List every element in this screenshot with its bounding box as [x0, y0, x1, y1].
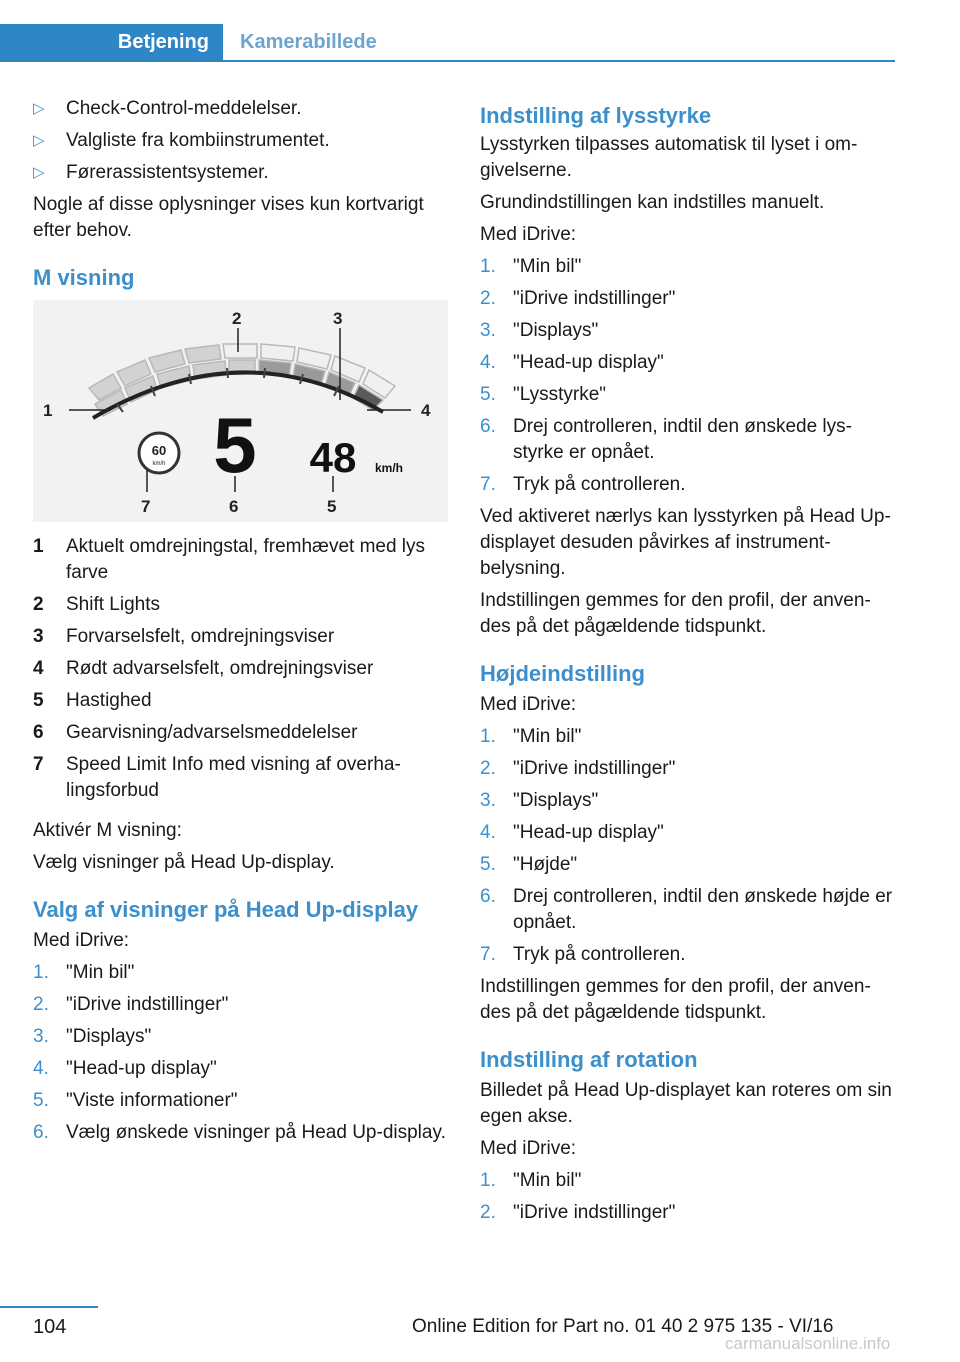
footer-divider — [0, 1306, 98, 1308]
legend-item: 1 Aktuelt omdrejningstal, fremhævet med lys farve — [33, 536, 426, 583]
triangle-bullet-icon: ▷ — [33, 132, 45, 149]
m-view-figure — [33, 300, 448, 522]
paragraph: Med iDrive: — [480, 694, 577, 715]
list-item: 1. "Min bil" — [480, 726, 582, 747]
list-item: 4. "Head-up display" — [480, 822, 664, 843]
list-item: 2. "iDrive indstillinger" — [480, 288, 676, 309]
section-heading-hojde: Højdeindstilling — [480, 661, 645, 686]
right-column — [480, 96, 895, 1232]
list-item: 1. "Min bil" — [480, 256, 582, 277]
watermark: carmanualsonline.info — [725, 1334, 891, 1353]
triangle-bullet-icon: ▷ — [33, 100, 45, 117]
legend-item: 2 Shift Lights — [33, 594, 160, 615]
list-item: 6. Drej controlleren, indtil den ønskede højde er opnået. — [480, 886, 893, 933]
tab-betjening[interactable]: Betjening — [0, 24, 223, 60]
page-number: 104 — [33, 1316, 67, 1338]
valg-steps — [33, 960, 448, 1146]
hojde-steps — [480, 724, 895, 968]
callout-5: 5 — [327, 497, 337, 516]
list-item: 3. "Displays" — [33, 1026, 152, 1047]
list-item: 4. "Head-up display" — [33, 1058, 217, 1079]
paragraph: Med iDrive: — [33, 930, 130, 951]
legend-item: 5 Hastighed — [33, 690, 152, 711]
paragraph: Nogle af disse oplysninger vises kun kortvarigt efter behov. — [33, 194, 424, 241]
list-item: 6. Vælg ønskede visninger på Head Up-display. — [33, 1122, 446, 1143]
callout-3: 3 — [333, 309, 343, 328]
rotation-steps — [480, 1168, 895, 1226]
paragraph: Indstillingen gemmes for den profil, der anvendes på det pågældende tidspunkt. — [480, 590, 871, 637]
callout-4: 4 — [421, 401, 431, 420]
paragraph: Billedet på Head Up-displayet kan roteres om sin egen akse. — [480, 1080, 892, 1127]
legend-item: 3 Forvarselsfelt, omdrejningsviser — [33, 626, 335, 647]
list-item: 6. Drej controlleren, indtil den ønskede lysstyrke er opnået. — [480, 416, 852, 463]
section-heading-lysstyrke: Indstilling af lysstyrke — [480, 103, 712, 128]
list-item: 5. "Højde" — [480, 854, 578, 875]
paragraph: Med iDrive: — [480, 224, 577, 245]
list-item: 5. "Lysstyrke" — [480, 384, 607, 405]
paragraph: Vælg visninger på Head Up-display. — [33, 852, 335, 873]
m-view-illustration — [33, 300, 448, 522]
section-heading-valg: Valg af visninger på Head Up-display — [33, 897, 419, 922]
lysstyrke-steps — [480, 254, 895, 498]
list-item: 7. Tryk på controlleren. — [480, 474, 686, 495]
speed-value: 48 — [309, 434, 357, 481]
paragraph: Aktivér M visning: — [33, 820, 182, 841]
edition-text: Online Edition for Part no. 01 40 2 975 135 - VI/16 — [412, 1316, 834, 1337]
paragraph: Grundindstillingen kan indstilles manuelt. — [480, 192, 825, 213]
paragraph: Med iDrive: — [480, 1138, 577, 1159]
legend-item: 7 Speed Limit Info med visning af overhalingsforbud — [33, 754, 401, 801]
header-divider — [0, 60, 895, 62]
speed-limit-value: 60 — [151, 443, 167, 458]
gear-indicator: 5 — [213, 401, 257, 489]
speed-limit-unit: km/h — [152, 461, 166, 467]
callout-7: 7 — [141, 497, 151, 516]
paragraph: Lysstyrken tilpasses automatisk til lyset i omgivelserne. — [480, 134, 858, 181]
triangle-bullet-icon: ▷ — [33, 164, 45, 181]
legend-item: 4 Rødt advarselsfelt, omdrejningsviser — [33, 658, 374, 679]
info-bullet-list — [33, 96, 448, 186]
list-item: 7. Tryk på controlleren. — [480, 944, 686, 965]
list-item: ▷ Valgliste fra kombiinstrumentet. — [33, 128, 448, 154]
list-item: ▷ Check-Control-meddelelser. — [33, 96, 448, 122]
list-item: 5. "Viste informationer" — [33, 1090, 238, 1111]
speed-unit: km/h — [375, 461, 404, 475]
list-item: 4. "Head-up display" — [480, 352, 664, 373]
list-item: 1. "Min bil" — [33, 962, 135, 983]
list-item: ▷ Førerassistentsystemer. — [33, 160, 448, 186]
paragraph: Indstillingen gemmes for den profil, der anvendes på det pågældende tidspunkt. — [480, 976, 871, 1023]
section-heading-rotation: Indstilling af rotation — [480, 1047, 698, 1072]
left-column — [33, 96, 448, 1152]
header-tabbar — [0, 24, 895, 62]
callout-2: 2 — [232, 309, 242, 328]
list-item: 2. "iDrive indstillinger" — [480, 1202, 676, 1223]
list-item: 3. "Displays" — [480, 320, 599, 341]
list-item: 2. "iDrive indstillinger" — [33, 994, 229, 1015]
list-item: 3. "Displays" — [480, 790, 599, 811]
legend-item: 6 Gearvisning/advarselsmeddelelser — [33, 722, 358, 743]
paragraph: Ved aktiveret nærlys kan lysstyrken på Head Up-displayet desuden påvirkes af instrumentbelysning. — [480, 506, 891, 579]
figure-legend — [33, 534, 448, 804]
callout-6: 6 — [229, 497, 239, 516]
callout-1: 1 — [43, 401, 53, 420]
tab-kamerabillede[interactable]: Kamerabillede — [240, 30, 377, 53]
section-heading-m-visning: M visning — [33, 265, 135, 290]
list-item: 1. "Min bil" — [480, 1170, 582, 1191]
list-item: 2. "iDrive indstillinger" — [480, 758, 676, 779]
